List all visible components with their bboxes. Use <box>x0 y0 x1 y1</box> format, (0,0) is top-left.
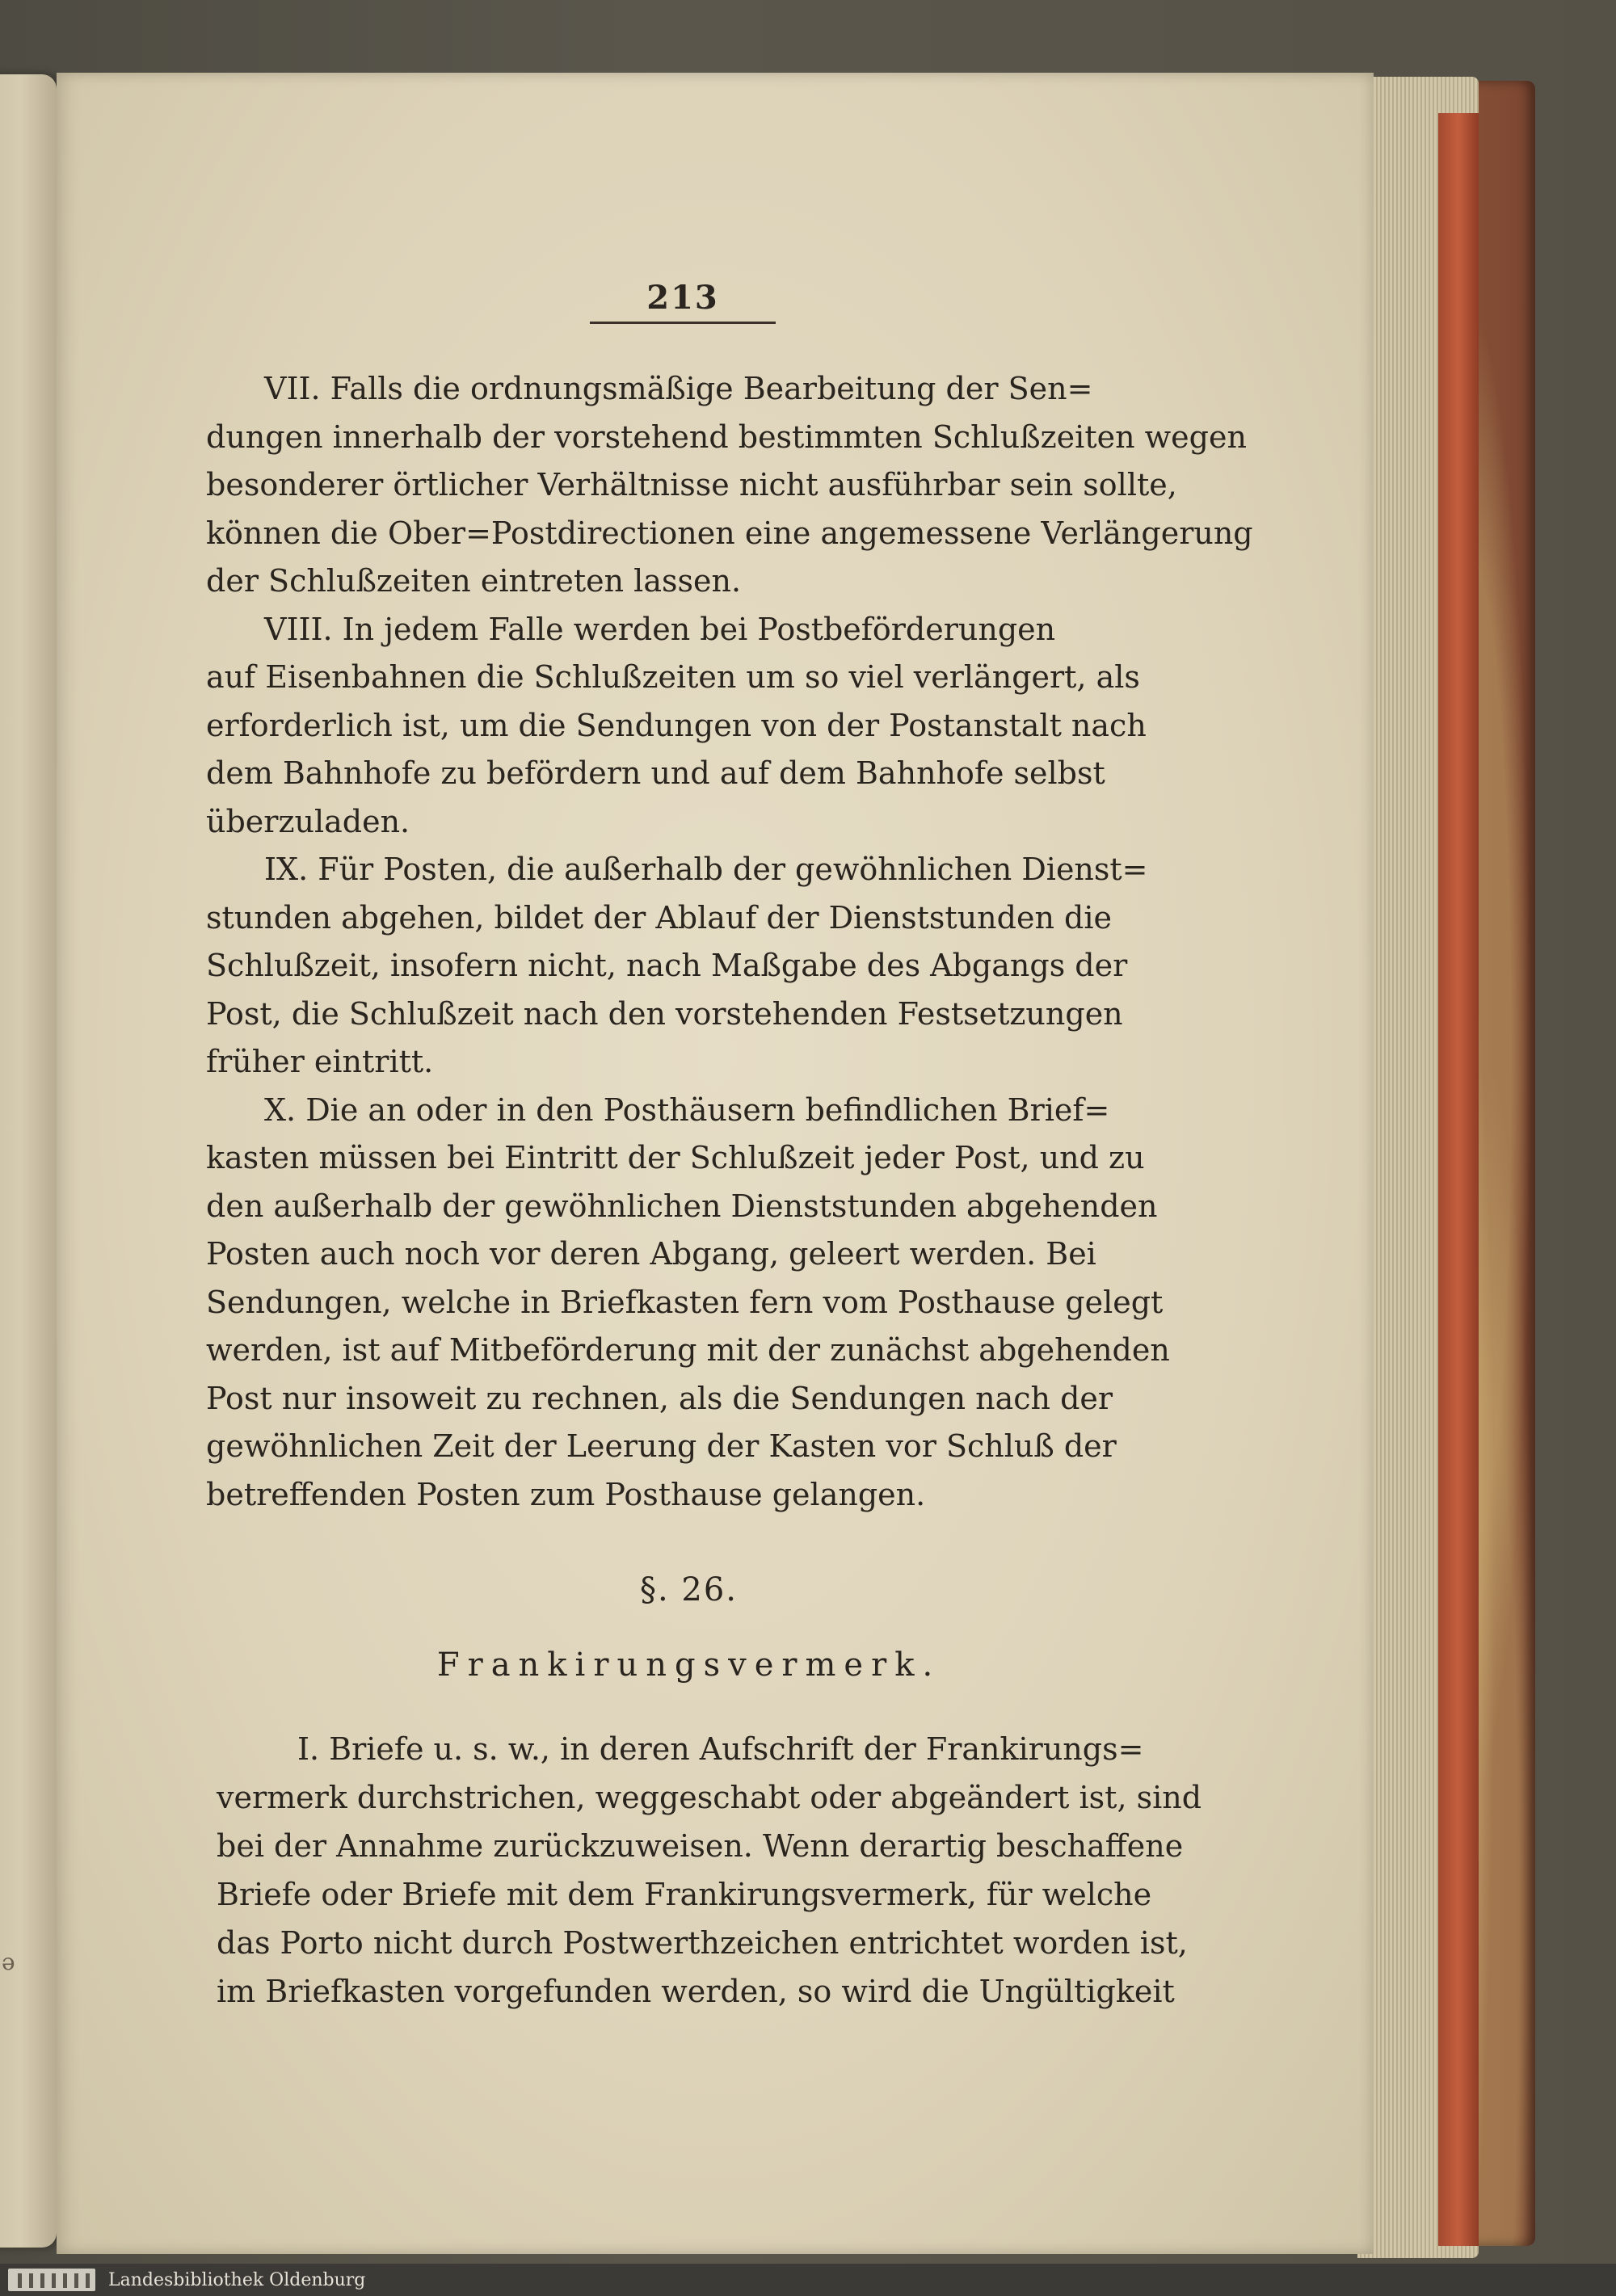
left-page-edge <box>0 74 57 2248</box>
paragraph-ix <box>206 846 1172 1087</box>
text-line: überzuladen. <box>206 803 410 839</box>
text-line: I. Briefe u. s. w., in deren Aufschrift der Frankirungs= <box>297 1731 1144 1767</box>
text-line: der Schlußzeiten eintreten lassen. <box>206 563 742 599</box>
text-line: besonderer örtlicher Verhältnisse nicht ausführbar sein sollte, <box>206 467 1177 503</box>
text-line: können die Ober=Postdirectionen eine angemessene Verlängerung <box>206 515 1253 551</box>
text-line: bei der Annahme zurückzuweisen. Wenn derartig beschaffene <box>217 1828 1184 1864</box>
footer-bar <box>0 2264 1616 2296</box>
library-building-icon <box>8 2269 95 2291</box>
text-line: dungen innerhalb der vorstehend bestimmten Schlußzeiten wegen <box>206 418 1247 455</box>
text-line: auf Eisenbahnen die Schlußzeiten um so viel verlängert, als <box>206 659 1140 695</box>
page-number: 213 <box>646 279 719 317</box>
text-line: früher eintritt. <box>206 1044 434 1079</box>
text-line: VIII. In jedem Falle werden bei Postbeförderungen <box>264 611 1056 647</box>
text-line: im Briefkasten vorgefunden werden, so wird die Ungültigkeit <box>217 1974 1175 2009</box>
text-line: kasten müssen bei Eintritt der Schlußzeit jeder Post, und zu <box>206 1140 1145 1175</box>
text-line: Sendungen, welche in Briefkasten fern vom Posthause gelegt <box>206 1284 1164 1320</box>
paragraph-viii <box>206 606 1172 847</box>
text-line: erforderlich ist, um die Sendungen von der Postanstalt nach <box>206 707 1147 743</box>
text-line: vermerk durchstrichen, weggeschabt oder abgeändert ist, sind <box>217 1780 1202 1815</box>
text-line: X. Die an oder in den Posthäusern befindlichen Brief= <box>264 1091 1110 1128</box>
red-page-edge <box>1438 113 1479 2246</box>
section-title: Frankirungsvermerk. <box>436 1646 941 1684</box>
text-line: werden, ist auf Mitbeförderung mit der zunächst abgehenden <box>206 1332 1170 1368</box>
paragraph-x <box>206 1087 1172 1520</box>
text-line: IX. Für Posten, die außerhalb der gewöhnlichen Dienst= <box>264 852 1148 887</box>
text-line: Post, die Schlußzeit nach den vorstehenden Festsetzungen <box>206 995 1123 1032</box>
text-line: betreffenden Posten zum Posthause gelangen. <box>206 1476 926 1512</box>
text-line: Briefe oder Briefe mit dem Frankirungsvermerk, für welche <box>217 1877 1152 1912</box>
text-line: das Porto nicht durch Postwerthzeichen entrichtet worden ist, <box>217 1925 1188 1961</box>
text-line: den außerhalb der gewöhnlichen Dienststunden abgehenden <box>206 1188 1158 1224</box>
library-name: Landesbibliothek Oldenburg <box>108 2270 366 2290</box>
paragraph-vii <box>206 365 1253 606</box>
text-line: Posten auch noch vor deren Abgang, geleert werden. Bei <box>206 1236 1096 1272</box>
page-number-rule <box>590 322 776 324</box>
text-line: Schlußzeit, insofern nicht, nach Maßgabe des Abgangs der <box>206 948 1128 983</box>
text-line: Post nur insoweit zu rechnen, als die Sendungen nach der <box>206 1380 1113 1416</box>
text-line: dem Bahnhofe zu befördern und auf dem Bahnhofe selbst <box>206 755 1105 791</box>
body-text <box>206 365 1253 1519</box>
left-edge-mark: ə <box>2 1949 15 1975</box>
section-number: §. 26. <box>639 1571 739 1608</box>
text-line: stunden abgehen, bildet der Ablauf der Dienststunden die <box>206 899 1112 936</box>
section-body-text <box>217 1725 1202 2016</box>
text-line: VII. Falls die ordnungsmäßige Bearbeitung der Sen= <box>264 371 1093 406</box>
text-line: gewöhnlichen Zeit der Leerung der Kasten vor Schluß der <box>206 1428 1117 1464</box>
